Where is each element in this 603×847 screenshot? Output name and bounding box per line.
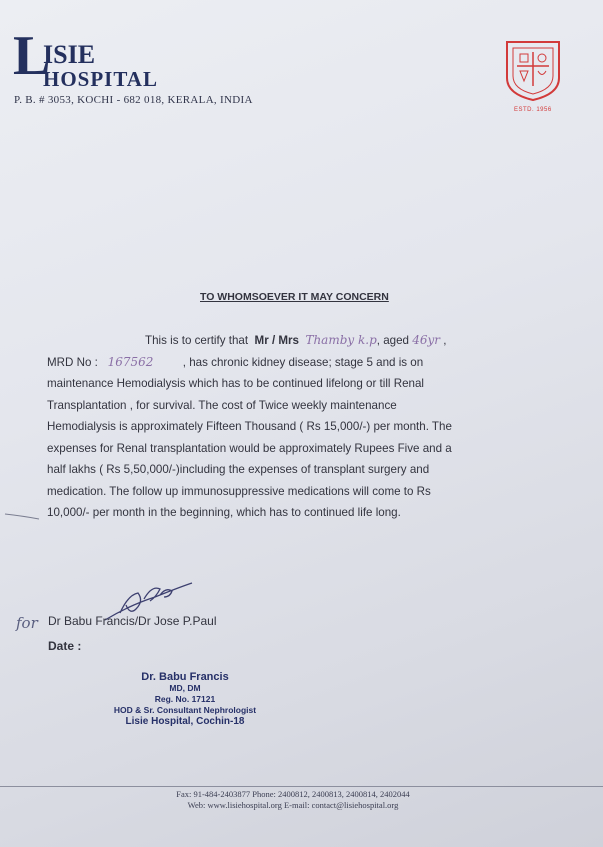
- stamp-hospital: Lisie Hospital, Cochin-18: [125, 716, 245, 727]
- footer-contact: [128, 789, 458, 811]
- age-handwritten: 46yr: [412, 333, 441, 347]
- logo-initial: L: [13, 25, 51, 87]
- diagnosis-text: , has chronic kidney disease; stage 5 and is on: [182, 355, 424, 369]
- footer-web-email: Web: www.lisiehospital.org E-mail: contact@lisiehospital.org: [187, 800, 399, 810]
- mrd-label: MRD No :: [47, 355, 98, 369]
- body-line-1: [47, 330, 527, 352]
- pen-stroke-mark: [3, 510, 41, 520]
- logo-hospital: HOSPITAL: [43, 67, 158, 91]
- logo-name: ISIE: [43, 40, 96, 69]
- line1-end: ,: [443, 334, 447, 347]
- hospital-address: P. B. # 3053, KOCHI - 682 018, KERALA, INDIA: [14, 94, 253, 106]
- body-line-4: Transplantation , for survival. The cost of Twice weekly maintenance: [47, 398, 397, 412]
- aged-text: , aged: [376, 334, 409, 347]
- doctor-stamp: [85, 672, 285, 727]
- date-label: Date :: [48, 639, 82, 653]
- stamp-degrees: MD, DM: [169, 683, 201, 693]
- hospital-seal-icon: [503, 38, 563, 102]
- body-line-2: [47, 352, 527, 374]
- for-handwritten: for: [16, 614, 38, 632]
- body-line-9: 10,000/- per month in the beginning, which has to continued life long.: [47, 506, 401, 519]
- body-line-8: medication. The follow up immunosuppressive medications will come to Rs: [47, 484, 431, 498]
- doctors-names: Dr Babu Francis/Dr Jose P.Paul: [48, 614, 217, 628]
- letter-body: [47, 330, 527, 524]
- body-line-6: expenses for Renal transplantation would be approximately Rupees Five and a: [47, 441, 452, 455]
- stamp-reg: Reg. No. 17121: [154, 694, 216, 704]
- footer-phone-fax: Fax: 91-484-2403877 Phone: 2400812, 2400813, 2400814, 2402044: [176, 789, 410, 799]
- stamp-role: HOD & Sr. Consultant Nephrologist: [113, 705, 257, 715]
- mrd-handwritten: 167562: [107, 354, 154, 369]
- certify-text: This is to certify that: [145, 334, 249, 347]
- seal-year: ESTD. 1956: [514, 107, 552, 113]
- body-line-3: maintenance Hemodialysis which has to be continued lifelong or till Renal: [47, 377, 425, 390]
- title-text: Mr / Mrs: [254, 334, 299, 347]
- footer-divider: [0, 786, 603, 787]
- stamp-name: Dr. Babu Francis: [141, 671, 229, 683]
- body-line-7: half lakhs ( Rs 5,50,000/-)including the expenses of transplant surgery and: [47, 463, 430, 476]
- body-line-5: Hemodialysis is approximately Fifteen Thousand ( Rs 15,000/-) per month. The: [47, 420, 452, 433]
- patient-name-handwritten: Thamby k.p: [305, 333, 377, 347]
- letter-heading: TO WHOMSOEVER IT MAY CONCERN: [200, 291, 389, 303]
